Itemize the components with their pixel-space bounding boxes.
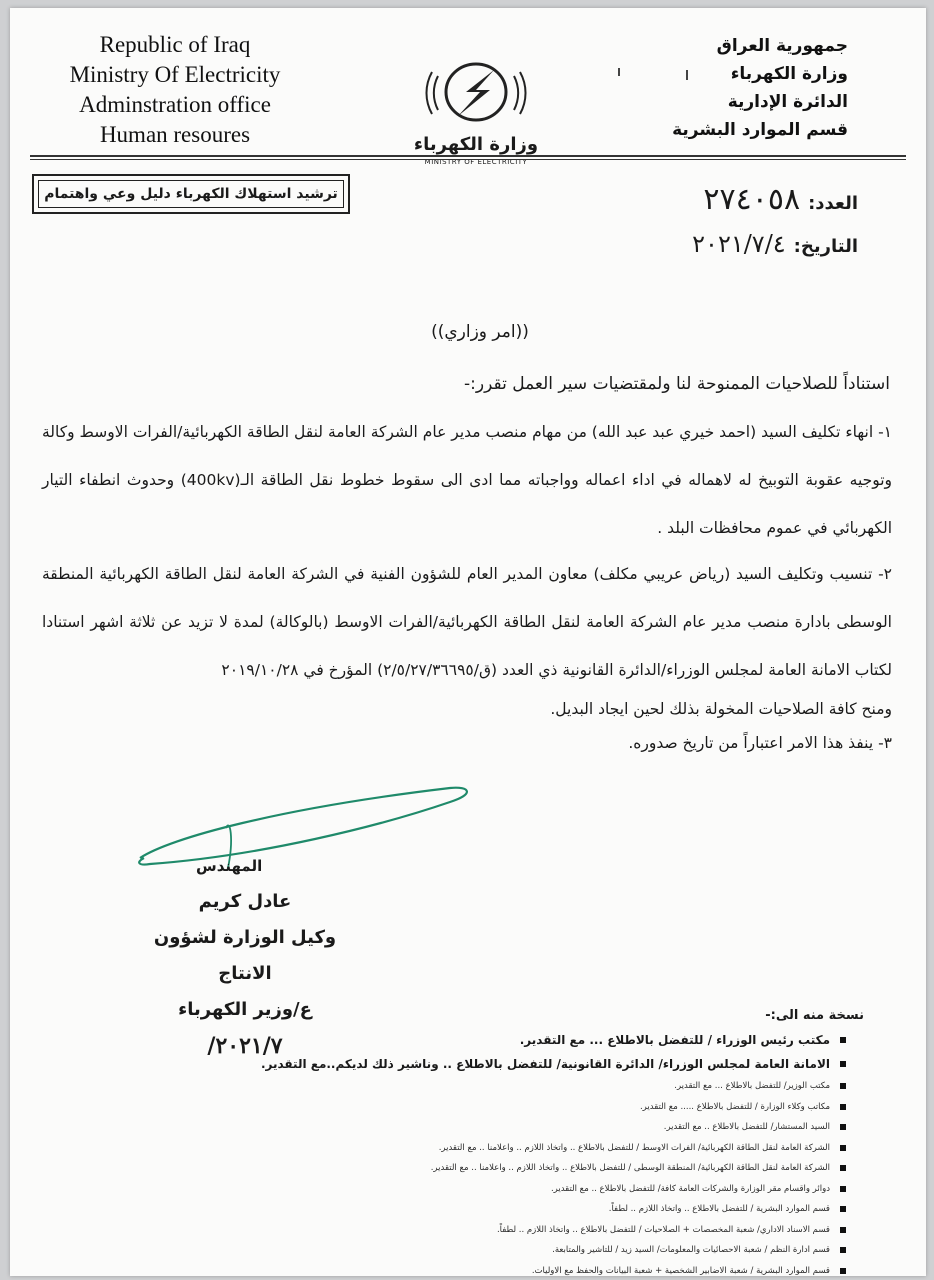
header-ar-line: وزارة الكهرباء (730, 64, 848, 84)
logo-arabic-text: وزارة الكهرباء (413, 134, 539, 155)
header-arabic (648, 32, 848, 144)
copy-recipient: الشركة العامة لنقل الطاقة الكهربائية/ الفرات الاوسط / للتفضل بالاطلاع .. واتخاذ اللازم .. واعلامنا .. مع التقدير. (86, 1138, 846, 1159)
copies-list (86, 1028, 846, 1276)
copy-recipient: دوائر واقسام مقر الوزارة والشركات العامة كافة/ للتفضل بالاطلاع .. مع التقدير. (86, 1179, 846, 1200)
signatory-title: المهندس (196, 857, 263, 875)
ink-mark (618, 68, 620, 76)
clause-2-continued: ومنح كافة الصلاحيات المخولة بذلك لحين ايجاد البديل. (550, 700, 892, 718)
lightning-bolt-icon (406, 54, 546, 134)
clause-1: ١- انهاء تكليف السيد (احمد خيري عبد عبد الله) من مهام منصب مدير عام الشركة العامة لنقل الطاقة الكهربائية/الفرات الاوسط وكالة وتوجيه عقوبة التوبيخ له لاهماله في اداء اعماله وواجباته مما ادى الى سقوط خطوط نقل الطاقة الـ(400kv) وحدوث انطفاء التيار الكهربائي في عموم محافظات البلد . (42, 423, 893, 537)
header-divider (30, 155, 906, 157)
copy-recipient: مكتب رئيس الوزراء / للتفضل بالاطلاع ... مع التقدير. (86, 1028, 846, 1052)
slogan-box: ترشيد استهلاك الكهرباء دليل وعي واهتمام (32, 174, 350, 214)
header-ar-line: جمهورية العراق (716, 36, 848, 56)
number-label: العدد: (808, 193, 858, 214)
header-ar-line: قسم الموارد البشرية (672, 120, 848, 140)
header-ar-line: الدائرة الإدارية (727, 92, 848, 112)
copy-recipient: قسم ادارة النظم / شعبة الاحصائيات والمعلومات/ السيد زيد / للتاشير والمتابعة. (86, 1240, 846, 1261)
copy-recipient: قسم الموارد البشرية / للتفضل بالاطلاع .. واتخاذ اللازم .. لطفاً. (86, 1199, 846, 1220)
copy-recipient: قسم الموارد البشرية / شعبة الاضابير الشخصية + شعبة البيانات والحفظ مع الاوليات. (86, 1261, 846, 1277)
signatory-behalf: ع/وزير الكهرباء (178, 999, 312, 1020)
copy-recipient: مكاتب وكلاء الوزارة / للتفضل بالاطلاع ..... مع التقدير. (86, 1097, 846, 1118)
order-title: ((امر وزاري)) (431, 322, 529, 342)
copies-heading: نسخة منه الى:- (765, 1008, 864, 1023)
signature-date: ٢٠٢١/٧/ (207, 1033, 283, 1059)
copy-recipient: قسم الاسناد الاداري/ شعبة المخصصات + الصلاحيات / للتفضل بالاطلاع .. واتخاذ اللازم .. لطفاً. (86, 1220, 846, 1241)
intro-line: استناداً للصلاحيات الممنوحة لنا ولمقتضيات سير العمل تقرر:- (464, 374, 890, 394)
header-en-line: Adminstration office (79, 92, 271, 117)
copy-recipient: مكتب الوزير/ للتفضل بالاطلاع ... مع التقدير. (86, 1076, 846, 1097)
header-english (50, 30, 300, 150)
copy-recipient: السيد المستشار/ للتفضل بالاطلاع .. مع التقدير. (86, 1117, 846, 1138)
clause-2: ٢- تنسيب وتكليف السيد (رياض عريبي مكلف) معاون المدير العام للشؤون الفنية في الشركة العامة لنقل الطاقة الكهربائية المنطقة الوسطى بادارة منصب مدير عام الشركة العامة لنقل الطاقة الكهربائية/الفرات الاوسط (بالوكالة) لمدة لا تزيد عن ثلاثة اشهر استنادا لكتاب الامانة العامة لمجلس الوزراء/الدائرة القانونية ذي العدد (ق/٢/٥/٢٧/٣٦٦٩٥) المؤرخ في ٢٠١٩/١٠/٢٨ (42, 565, 892, 679)
date-label: التاريخ: (793, 236, 858, 257)
logo-english-text: MINISTRY OF ELECTRICITY (424, 158, 528, 166)
letter-page (10, 8, 926, 1276)
header-en-line: Ministry Of Electricity (69, 62, 281, 87)
copy-recipient: الامانة العامة لمجلس الوزراء/ الدائرة القانونية/ للتفضل بالاطلاع .. وناشير ذلك لديكم..مع التقدير. (86, 1052, 846, 1076)
document-meta (658, 180, 858, 267)
header-en-line: Human resoures (99, 122, 251, 147)
ministry-logo (406, 54, 546, 170)
clause-3: ٣- ينفذ هذا الامر اعتباراً من تاريخ صدوره. (628, 734, 892, 752)
header-divider (30, 159, 906, 160)
date-value: ٢٠٢١/٧/٤ (692, 230, 786, 258)
header-en-line: Republic of Iraq (99, 32, 251, 57)
signatory-role: وكيل الوزارة لشؤون الانتاج (153, 927, 337, 984)
signatory-name: عادل كريم (198, 891, 292, 912)
number-value: ٢٧٤٠٥٨ (703, 182, 801, 217)
copy-recipient: الشركة العامة لنقل الطاقة الكهربائية/ المنطقة الوسطى / للتفضل بالاطلاع .. واتخاذ اللازم .. واعلامنا .. مع التقدير. (86, 1158, 846, 1179)
